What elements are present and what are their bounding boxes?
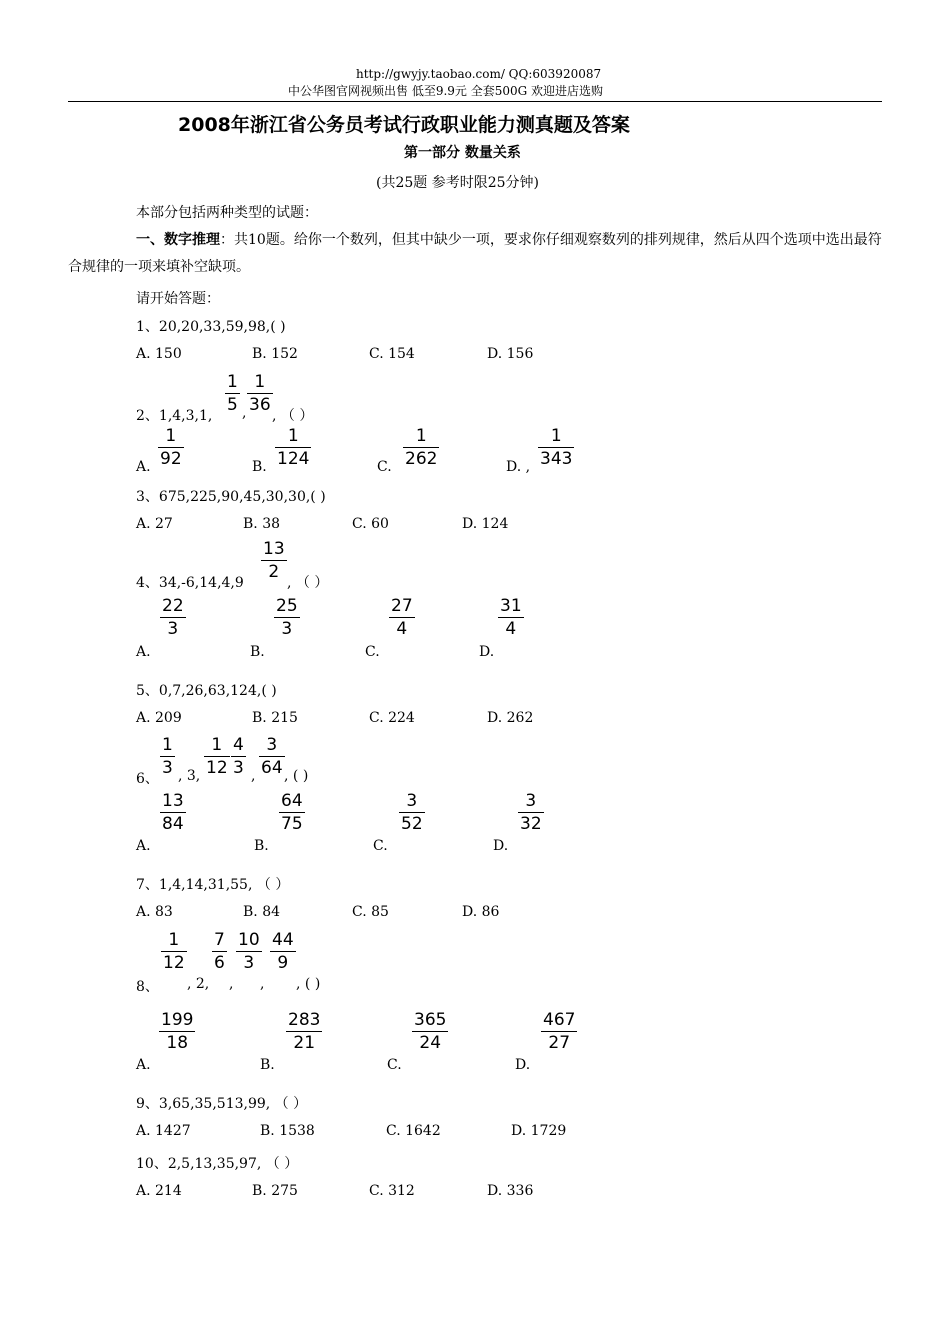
question-3-option-a: A. 27	[136, 516, 173, 532]
question-8-option-d: 467 27	[543, 1010, 576, 1053]
question-5-option-a: A. 209	[136, 710, 182, 726]
header-contact: http://gwyjy.taobao.com/ QQ:603920087	[356, 67, 602, 81]
question-5-option-c: C. 224	[369, 710, 415, 726]
section-title: 第一部分 数量关系	[404, 145, 521, 161]
question-4-blank: , （ ）	[287, 575, 329, 591]
question-6-label-a: A.	[136, 838, 151, 854]
question-7-stem: 7、1,4,14,31,55, （ ）	[136, 877, 290, 893]
question-2-label-d: D. ,	[506, 459, 531, 475]
question-8-label-d: D.	[515, 1057, 531, 1073]
question-10-option-a: A. 214	[136, 1183, 182, 1199]
question-6-option-b: 64 75	[281, 791, 303, 834]
question-8-stem: 8、	[136, 979, 159, 995]
question-9-option-d: D. 1729	[511, 1123, 567, 1139]
question-1-option-b: B. 152	[252, 346, 298, 362]
question-9-option-c: C. 1642	[386, 1123, 441, 1139]
question-4-label-c: C.	[365, 644, 380, 660]
question-9-stem: 9、3,65,35,513,99, （ ）	[136, 1096, 308, 1112]
question-4-option-b: 25 3	[276, 596, 298, 639]
question-10-stem: 10、2,5,13,35,97, （ ）	[136, 1156, 299, 1172]
question-8-fraction-4: 44 9	[272, 930, 294, 973]
header-advert: 中公华图官网视频出售 低至9.9元 全套500G 欢迎进店选购	[288, 84, 604, 98]
question-6-fraction-2: 1 12	[206, 735, 228, 778]
question-6-option-a: 13 84	[162, 791, 184, 834]
question-10-option-d: D. 336	[487, 1183, 534, 1199]
question-6-comma: ,	[251, 768, 256, 784]
question-2-stem: 2、1,4,3,1,	[136, 408, 213, 424]
part1-instructions	[68, 227, 886, 281]
question-2-option-d: 1 343	[540, 426, 573, 469]
question-5-option-d: D. 262	[487, 710, 534, 726]
start-text: 请开始答题：	[136, 291, 220, 307]
question-6-option-c: 3 52	[401, 791, 423, 834]
question-8-comma-1: ,	[229, 976, 234, 992]
question-2-fraction-2: 1 36	[249, 372, 271, 415]
question-2-option-b: 1 124	[277, 426, 310, 469]
question-4-fraction-1: 13 2	[263, 539, 285, 582]
question-2-comma: ,	[242, 405, 247, 421]
question-7-option-a: A. 83	[136, 904, 173, 920]
question-10-option-b: B. 275	[252, 1183, 298, 1199]
question-6-fraction-4: 3 64	[261, 735, 283, 778]
question-2-label-a: A.	[136, 459, 151, 475]
question-10-option-c: C. 312	[369, 1183, 415, 1199]
question-1-option-c: C. 154	[369, 346, 415, 362]
question-3-stem: 3、675,225,90,45,30,30,( )	[136, 489, 326, 505]
question-7-option-b: B. 84	[243, 904, 281, 920]
question-8-fraction-2: 7 6	[214, 930, 225, 973]
question-3-option-c: C. 60	[352, 516, 389, 532]
question-4-option-c: 27 4	[391, 596, 413, 639]
question-5-option-b: B. 215	[252, 710, 298, 726]
question-2-blank: , （ ）	[272, 408, 314, 424]
question-6-label-d: D.	[493, 838, 509, 854]
section-note: (共25题 参考时限25分钟)	[376, 175, 540, 191]
question-4-label-d: D.	[479, 644, 495, 660]
question-8-blank: , ( )	[296, 976, 321, 992]
question-5-stem: 5、0,7,26,63,124,( )	[136, 683, 277, 699]
question-4-label-a: A.	[136, 644, 151, 660]
question-8-label-b: B.	[260, 1057, 275, 1073]
question-4-stem: 4、34,-6,14,4,9	[136, 575, 244, 591]
question-9-option-b: B. 1538	[260, 1123, 315, 1139]
question-1-option-a: A. 150	[136, 346, 182, 362]
question-2-label-c: C.	[377, 459, 392, 475]
question-7-option-c: C. 85	[352, 904, 389, 920]
question-6-label-b: B.	[254, 838, 269, 854]
question-2-fraction-1: 1 5	[227, 372, 238, 415]
question-8-fraction-3: 10 3	[238, 930, 260, 973]
question-8-label-a: A.	[136, 1057, 151, 1073]
question-6-fraction-1: 1 3	[162, 735, 173, 778]
question-2-option-c: 1 262	[405, 426, 438, 469]
question-3-option-b: B. 38	[243, 516, 281, 532]
question-6-option-d: 3 32	[520, 791, 542, 834]
question-6-stem: 6、	[136, 771, 159, 787]
question-6-blank: , ( )	[284, 768, 309, 784]
question-3-option-d: D. 124	[462, 516, 509, 532]
question-8-option-c: 365 24	[414, 1010, 447, 1053]
intro-text: 本部分包括两种类型的试题：	[136, 205, 318, 221]
question-8-fraction-1: 1 12	[163, 930, 185, 973]
question-2-label-b: B.	[252, 459, 267, 475]
question-8-option-a: 199 18	[161, 1010, 194, 1053]
question-6-fraction-3: 4 3	[233, 735, 244, 778]
question-1-option-d: D. 156	[487, 346, 534, 362]
part1-text: ：共10题。给你一个数列，但其中缺少一项，要求你仔细观察数列的排列规律，然后从四个选项中选出最符合规律的一项来填补空缺项。	[68, 232, 882, 275]
question-8-comma-2: ,	[260, 976, 265, 992]
part1-label: 一、数字推理	[136, 232, 220, 248]
question-4-option-d: 31 4	[500, 596, 522, 639]
question-6-term-3: , 3,	[178, 768, 201, 784]
question-4-label-b: B.	[250, 644, 265, 660]
question-2-option-a: 1 92	[160, 426, 182, 469]
question-8-term-2: , 2,	[187, 976, 210, 992]
question-9-option-a: A. 1427	[136, 1123, 191, 1139]
question-4-option-a: 22 3	[162, 596, 184, 639]
question-6-label-c: C.	[373, 838, 388, 854]
page-title: 2008年浙江省公务员考试行政职业能力测真题及答案	[178, 114, 630, 136]
question-8-label-c: C.	[387, 1057, 402, 1073]
question-8-option-b: 283 21	[288, 1010, 321, 1053]
header-rule	[68, 101, 882, 102]
question-7-option-d: D. 86	[462, 904, 500, 920]
question-1-stem: 1、20,20,33,59,98,( )	[136, 319, 286, 335]
